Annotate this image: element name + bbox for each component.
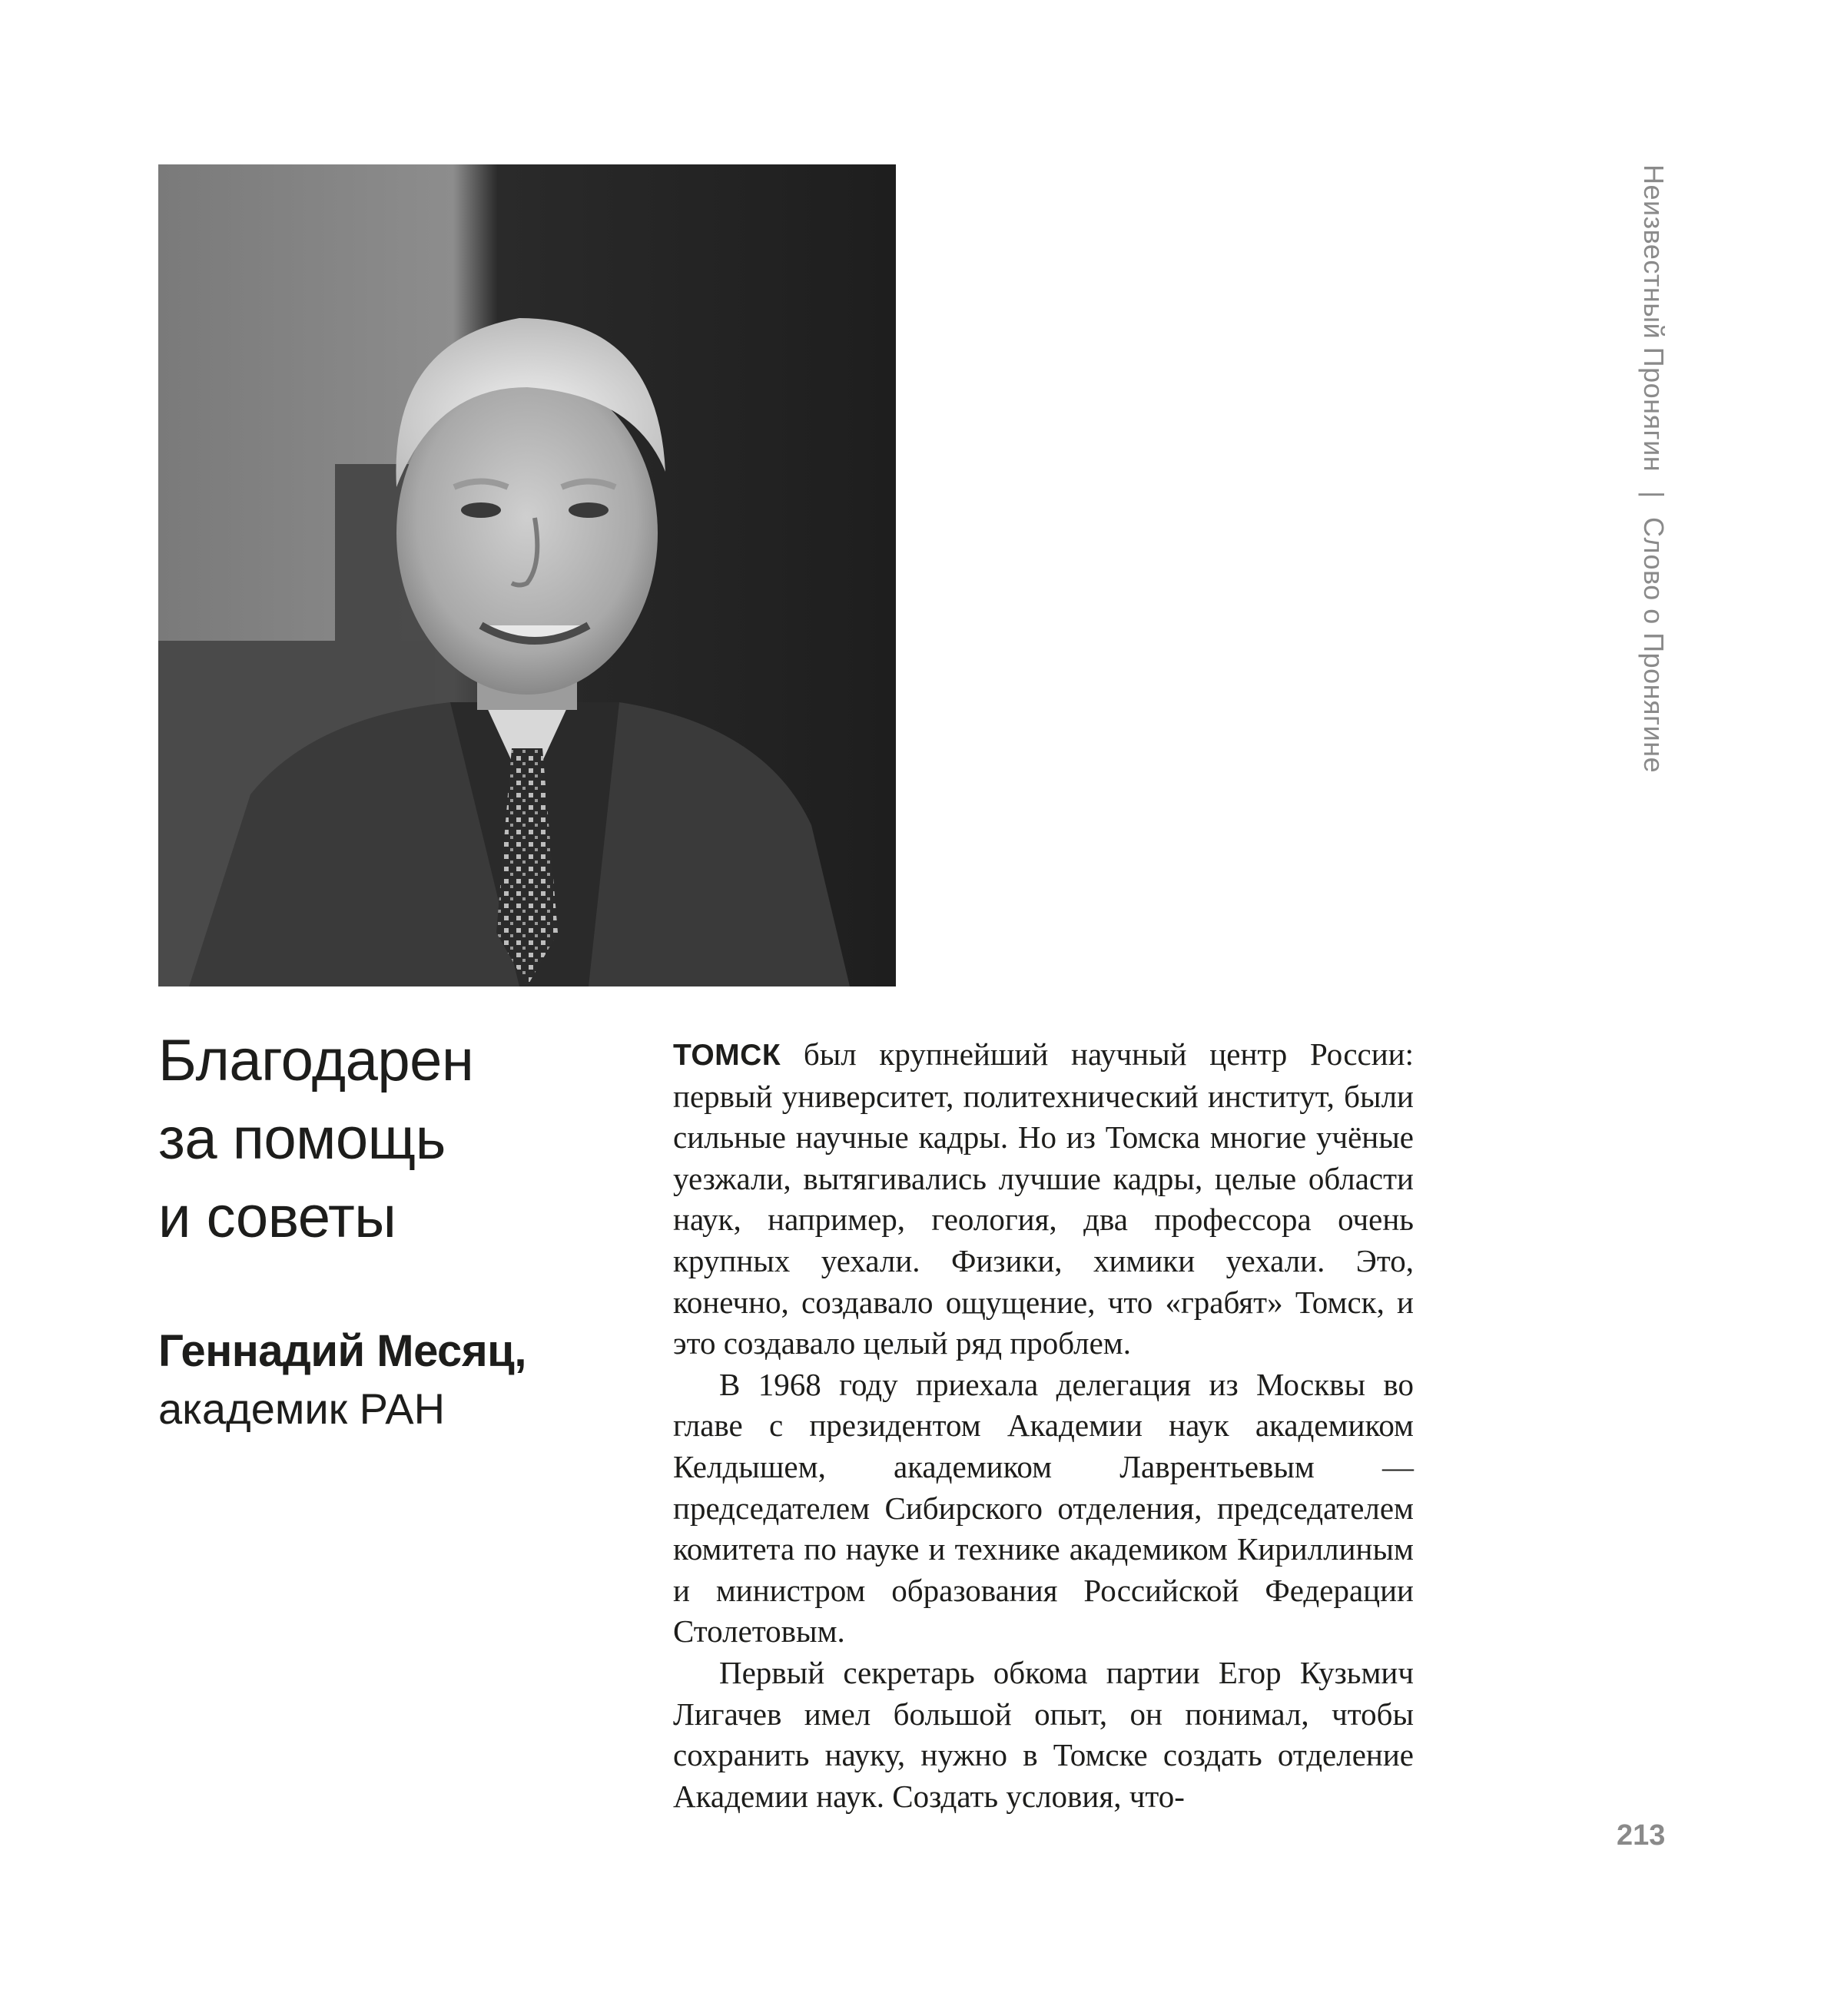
portrait-illustration xyxy=(158,164,896,986)
page-number: 213 xyxy=(1617,1819,1666,1852)
author-block xyxy=(158,1321,619,1437)
paragraph-1-text: был крупнейший научный центр России: первый университет, политехнический институт, были сильные научные кадры. Но из Томска многие учёные уезжали, вытягивались лучшие кадры, целые области наук, например, геология, два профессора очень крупных уехали. Физики, химики уехали. Это, конечно, создавало ощущение, что «грабят» Томск, и это создавало целый ряд проблем. xyxy=(673,1036,1414,1361)
paragraph-2: В 1968 году приехала делегация из Москвы во главе с президентом Академии наук академиком Келдышем, академиком Лаврентьевым — председателем Сибирского отделения, председателем комитета по науке и технике академиком Кириллиным и министром образования Российской Федерации Столетовым. xyxy=(673,1366,1414,1650)
author-name: Геннадий Месяц, xyxy=(158,1326,526,1376)
paragraph-3: Первый секретарь обкома партии Егор Кузьмич Лигачев имел большой опыт, он понимал, чтобы сохранить науку, нужно в Томске создать отделение Академии наук. Создать условия, что- xyxy=(673,1654,1414,1814)
running-header-section-title: Слово о Пронягине xyxy=(1638,517,1670,774)
article-title-line-2: за помощь xyxy=(158,1106,446,1172)
article-title-line-3: и советы xyxy=(158,1185,396,1250)
paragraph-1 xyxy=(673,1034,1414,1364)
author-role: академик РАН xyxy=(158,1384,446,1433)
running-header-book-title: Неизвестный Пронягин xyxy=(1638,164,1670,472)
article-title xyxy=(158,1022,589,1257)
portrait-photo xyxy=(158,164,896,986)
running-header xyxy=(1637,164,1670,773)
running-header-separator: | xyxy=(1638,490,1670,499)
article-title-line-1: Благодарен xyxy=(158,1028,474,1093)
article-body xyxy=(673,1034,1414,1817)
lead-word: ТОМСК xyxy=(673,1039,781,1072)
